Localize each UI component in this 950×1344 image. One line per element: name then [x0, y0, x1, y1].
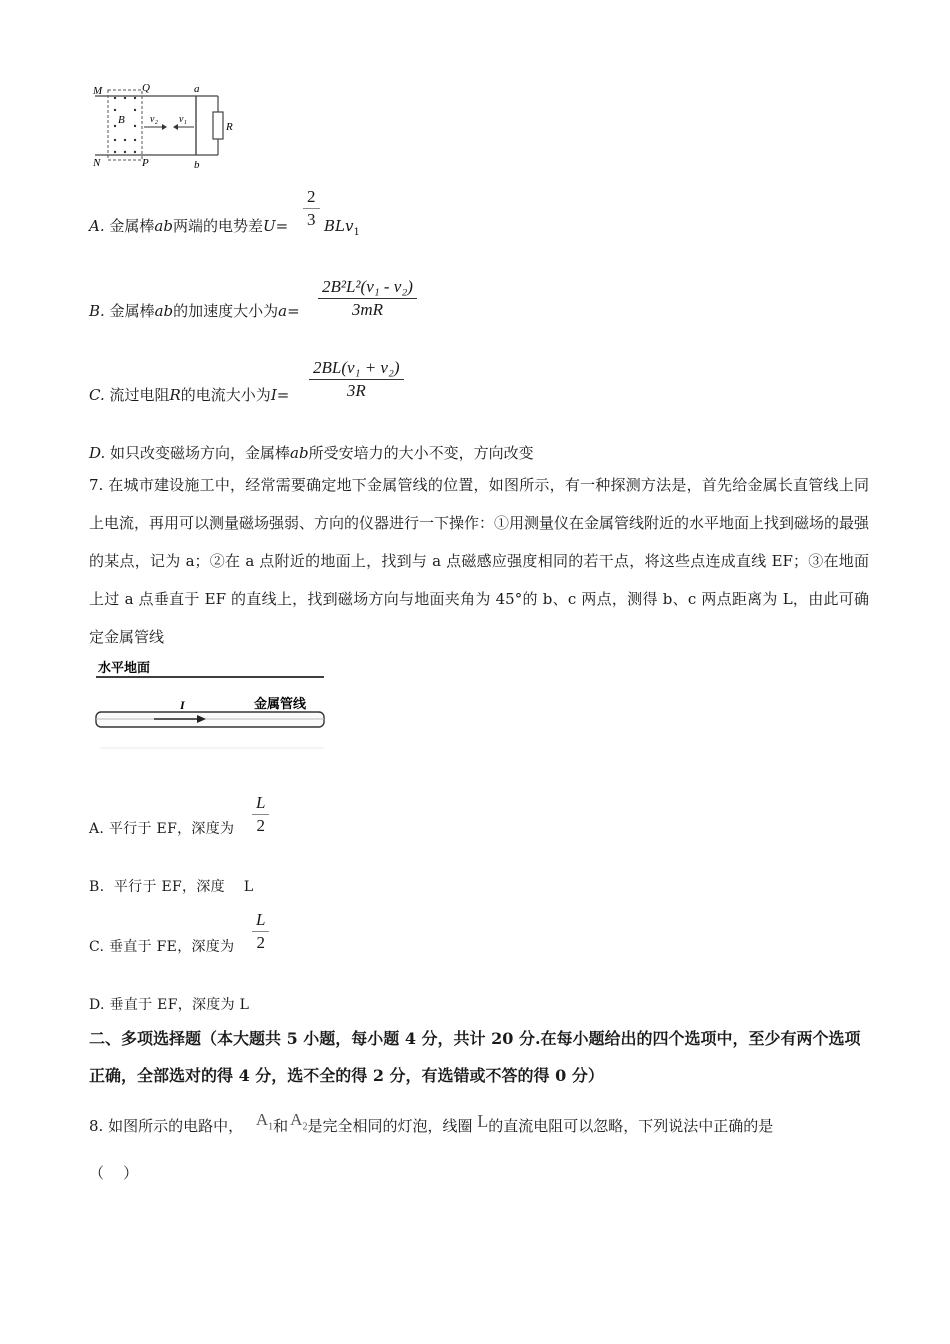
q6-c-text: 流过电阻	[104, 386, 170, 404]
q6-option-b[interactable]	[89, 300, 300, 321]
q6-b-label: B.	[89, 302, 105, 320]
label-Q: Q	[142, 82, 150, 94]
q7-c-frac-den: 2	[256, 933, 265, 952]
q6-option-c[interactable]	[89, 384, 289, 405]
q6-a-lhs: U=	[262, 217, 289, 235]
q8-answer-bracket: （ ）	[89, 1164, 139, 1182]
label-N: N	[93, 157, 101, 169]
fig-ground-label: 水平地面	[98, 661, 151, 676]
pipe-figure	[92, 656, 332, 774]
q6-b-frac-num: 2B²L²(v₁ - v₂)	[318, 276, 417, 299]
q6-a-tail: BLv	[324, 217, 354, 235]
q6-d-text: 如只改变磁场方向，金属棒	[105, 444, 291, 462]
q6-c-var: R	[169, 386, 181, 404]
q6-a-frac-den: 3	[307, 210, 316, 229]
q6-c-frac-num: 2BL(v₁ + v₂)	[309, 357, 404, 380]
q6-b-lhs: a=	[278, 302, 300, 320]
q6-a-tail-wrap	[324, 217, 360, 238]
label-B: B	[118, 114, 125, 126]
q8-pre: 8. 如图所示的电路中，	[89, 1117, 244, 1135]
q8-a2: $A_2$	[290, 1110, 308, 1133]
rail-circuit-figure	[90, 80, 240, 172]
q6-b-text2: 的加速度大小为	[173, 302, 279, 320]
q6-b-var: ab	[154, 302, 174, 320]
magnetic-field-region	[108, 90, 142, 160]
q6-d-var: ab	[290, 444, 309, 462]
q6-c-text2: 的电流大小为	[180, 386, 271, 404]
label-v1: v₁	[179, 114, 187, 125]
q8-mid: 是完全相同的灯泡，线圈	[307, 1117, 473, 1135]
q8-post: 的直流电阻可以忽略，下列说法中正确的是	[488, 1117, 774, 1135]
fig-current-label: I	[180, 698, 185, 712]
label-a: a	[194, 83, 200, 95]
q8-and: 和	[273, 1117, 289, 1135]
q7-option-b[interactable]: B. 平行于 EF，深度 L	[89, 879, 254, 895]
q6-c-lhs: I=	[270, 386, 290, 404]
resistor-symbol	[213, 112, 223, 139]
label-P: P	[142, 157, 149, 169]
q7-a-frac-num: L	[252, 792, 269, 815]
q6-a-fraction	[303, 186, 320, 231]
label-b: b	[194, 159, 200, 171]
q6-a-tail-sub: 1	[353, 227, 360, 238]
q6-option-d[interactable]	[89, 442, 534, 463]
q7-option-a[interactable]: A. 平行于 EF，深度为	[89, 821, 235, 837]
q6-a-frac-num: 2	[303, 186, 320, 209]
q7-stem: 7. 在城市建设施工中，经常需要确定地下金属管线的位置，如图所示，有一种探测方法是，首先给金属长直管线上同上电流，再用可以测量磁场强弱、方向的仪器进行一下操作：①用测量仪在金属管线附近的水平地面上找到磁场的最强的某点，记为 a；②在 a 点附近的地面上，找到与 a 点磁感应强度相同的若干点，将这些点连成直线 EF；③在地面上过 a 点垂直于 EF 的直线上，找到磁场方向与地面夹角为 45°的 b、c 两点，测得 b、c 两点距离为 L，由此可确定金属管线	[89, 476, 870, 646]
label-v2: v₂	[150, 114, 158, 125]
q6-c-frac-den: 3R	[346, 381, 366, 400]
q6-b-fraction	[318, 276, 417, 321]
q6-b-text: 金属棒	[104, 302, 155, 320]
q7-a-fraction	[252, 792, 269, 837]
q6-b-frac-den: 3mR	[351, 300, 384, 319]
q6-a-var: ab	[154, 217, 173, 235]
q6-a-text2: 两端的电势差	[172, 217, 263, 235]
q6-d-label: D.	[89, 444, 106, 462]
q8-coil: L	[477, 1111, 489, 1131]
q6-option-a[interactable]	[89, 215, 288, 236]
section2-title: 二、多项选择题（本大题共 5 小题，每小题 4 分，共计 20 分.在每小题给出的四个选项中，至少有两个选项正确，全部选对的得 4 分，选不全的得 2 分，有选错或不答的得 0 分）	[89, 1029, 861, 1085]
q7-a-frac-den: 2	[256, 816, 265, 835]
q6-c-label: C.	[89, 386, 105, 404]
q8-a1: $A_1$	[255, 1110, 274, 1133]
q6-a-label: A.	[89, 217, 105, 235]
q7-c-frac-num: L	[252, 909, 269, 932]
q6-a-text: 金属棒	[104, 217, 155, 235]
q6-c-fraction	[309, 357, 404, 402]
fig-pipe-label: 金属管线	[254, 697, 307, 712]
q7-option-d[interactable]: D. 垂直于 EF，深度为 L	[89, 997, 250, 1013]
q8-stem	[89, 1112, 773, 1146]
q7-c-fraction	[252, 909, 269, 954]
q7-option-c[interactable]: C. 垂直于 FE，深度为	[89, 939, 235, 955]
label-M: M	[93, 85, 103, 97]
label-R: R	[226, 121, 233, 133]
q6-d-text2: 所受安培力的大小不变，方向改变	[308, 444, 534, 462]
